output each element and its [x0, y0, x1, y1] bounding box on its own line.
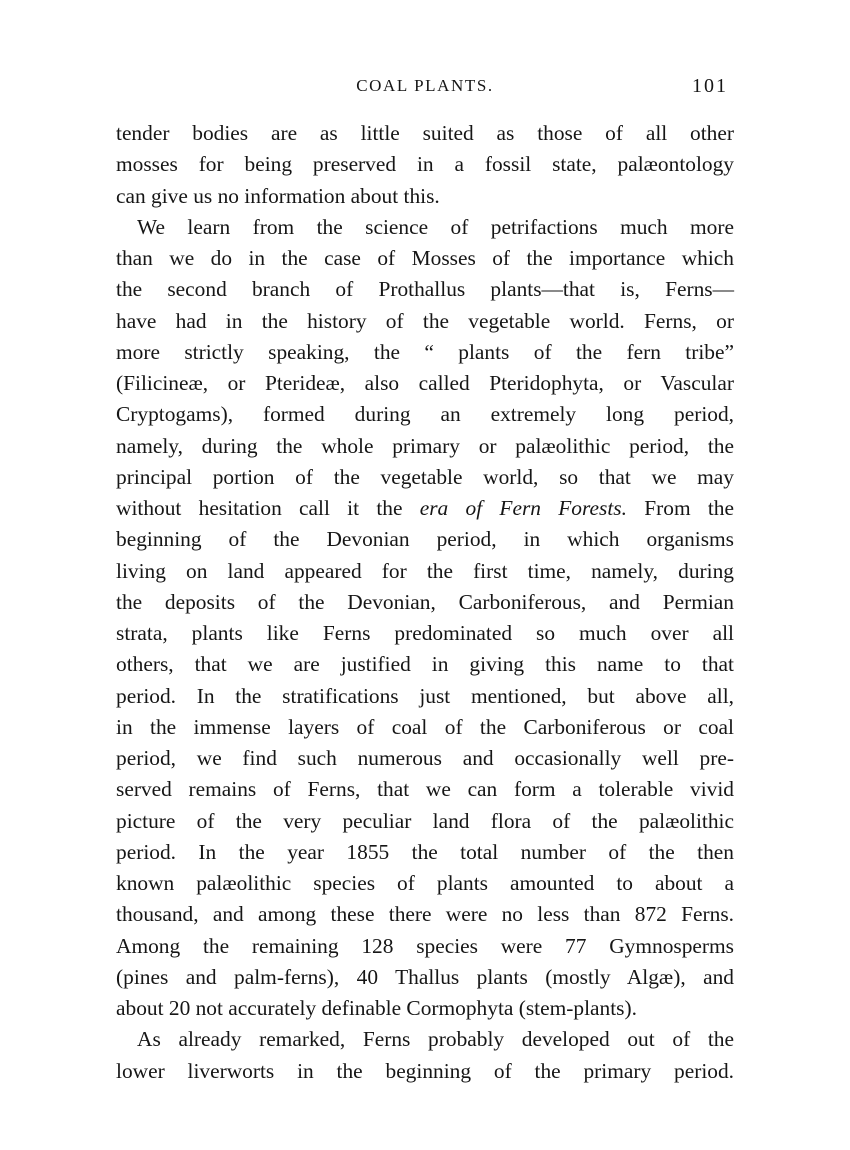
text-line: tender bodies are as little suited as those of all other — [116, 121, 734, 145]
text-line: others, that we are justified in giving this name to that — [116, 652, 734, 677]
text-line: lower liverworts in the beginning of the primary period. — [116, 1058, 734, 1083]
text-line: period, we find such numerous and occasionally well pre- — [116, 746, 734, 770]
text-line: in the immense layers of coal of the Carboniferous or coal — [116, 714, 734, 739]
text-line: more strictly speaking, the “ plants of the fern tribe” — [116, 339, 734, 364]
text-line: can give us no information about this. — [116, 183, 440, 208]
text-line: the deposits of the Devonian, Carboniferous, and Permian — [116, 589, 734, 614]
text-line: the second branch of Prothallus plants—that is, Ferns— — [116, 277, 734, 302]
text-line: period. In the year 1855 the total number of the then — [116, 839, 734, 864]
body-text — [116, 118, 734, 1087]
text-line: period. In the stratifications just mentioned, but above all, — [116, 683, 734, 708]
text-segment: without hesitation call it the — [116, 496, 403, 520]
text-line: mosses for being preserved in a fossil state, palæontology — [116, 152, 734, 177]
running-title: COAL PLANTS. — [356, 76, 494, 95]
text-line: beginning of the Devonian period, in which organisms — [116, 527, 734, 552]
text-line: about 20 not accurately definable Cormophyta (stem-plants). — [116, 996, 637, 1020]
text-line: than we do in the case of Mosses of the importance which — [116, 246, 734, 270]
text-line: served remains of Ferns, that we can form a tolerable vivid — [116, 777, 734, 802]
text-line: picture of the very peculiar land flora of the palæolithic — [116, 808, 734, 833]
text-line: As already remarked, Ferns probably developed out of the — [137, 1027, 734, 1052]
text-line: We learn from the science of petrifactions much more — [137, 214, 734, 239]
running-head — [116, 71, 734, 101]
text-line: strata, plants like Ferns predominated so much over all — [116, 621, 734, 645]
text-line: known palæolithic species of plants amounted to about a — [116, 871, 734, 895]
text-segment: From the — [644, 496, 734, 520]
text-line: Among the remaining 128 species were 77 Gymnosperms — [116, 933, 734, 958]
text-line: living on land appeared for the first time, namely, during — [116, 558, 734, 583]
text-line: thousand, and among these there were no less than 872 Ferns. — [116, 902, 734, 927]
italic-phrase: era of Fern Forests. — [419, 496, 627, 520]
text-line — [116, 493, 734, 524]
text-line: Cryptogams), formed during an extremely long period, — [116, 402, 734, 427]
text-line: principal portion of the vegetable world, so that we may — [116, 464, 734, 489]
text-line: have had in the history of the vegetable world. Ferns, or — [116, 308, 734, 333]
text-line: namely, during the whole primary or palæolithic period, the — [116, 433, 734, 458]
text-line: (Filicineæ, or Pterideæ, also called Pteridophyta, or Vascular — [116, 371, 734, 395]
page-number: 101 — [692, 75, 728, 97]
text-line: (pines and palm-ferns), 40 Thallus plants (mostly Algæ), and — [116, 964, 734, 989]
